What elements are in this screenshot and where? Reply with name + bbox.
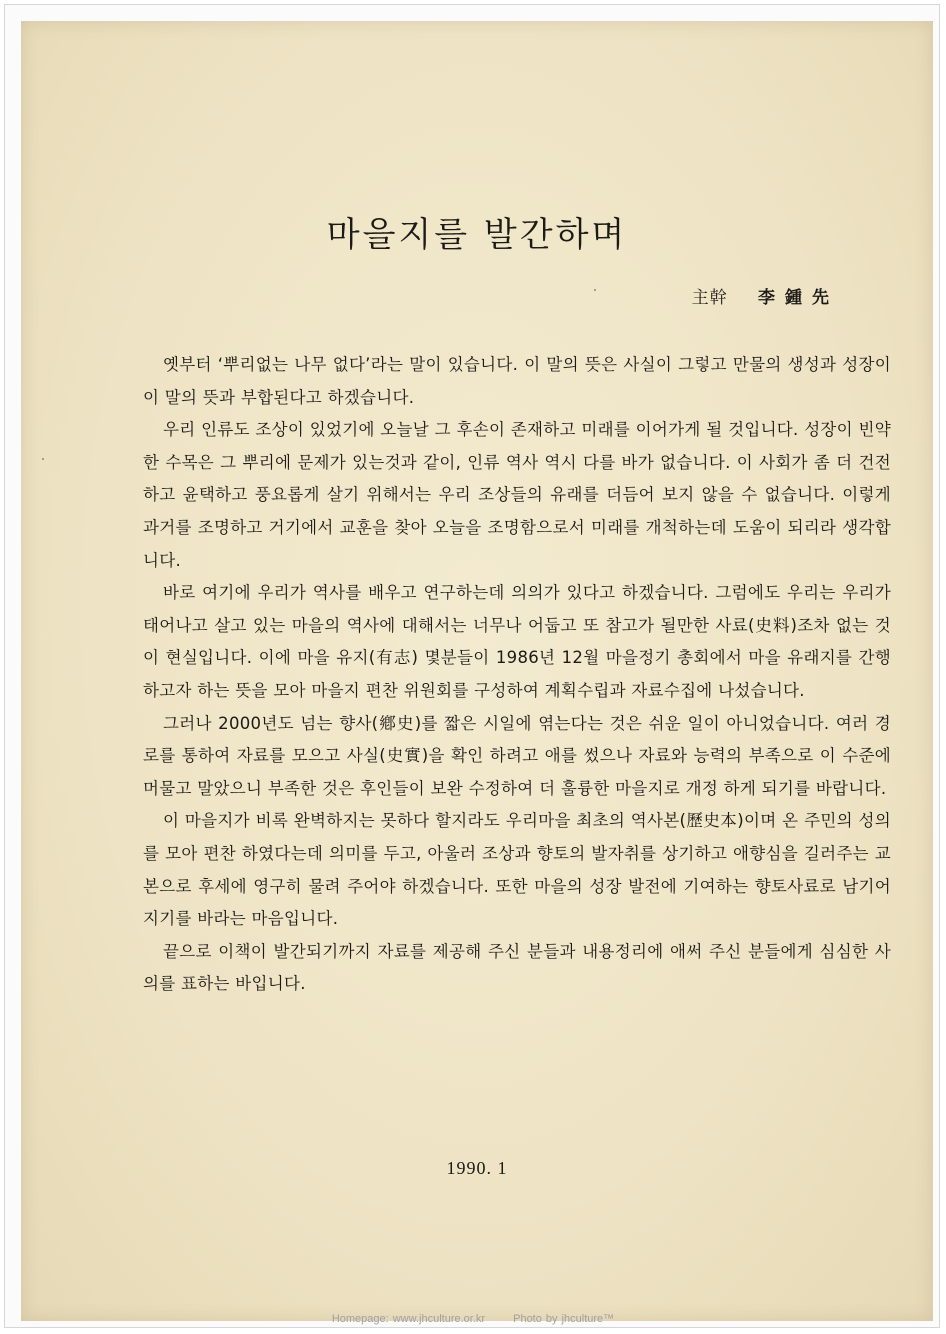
paper-speck (594, 289, 596, 291)
paragraph-4: 그러나 2000년도 넘는 향사(鄕史)를 짧은 시일에 엮는다는 것은 쉬운 일이 아니었습니다. 여러 경로를 통하여 자료를 모으고 사실(史實)을 확인 하려고 애를 썼으나 자료와 능력의 부족으로 이 수준에 머물고 말았으니 부족한 것은 후인들이 보완 수정하여 더 훌륭한 마을지로 개정 하게 되기를 바랍니다. (143, 713, 891, 798)
document-date: 1990. 1 (446, 1158, 508, 1178)
document-body (143, 349, 891, 1001)
author-role: 主幹 (691, 288, 728, 308)
paragraph-6: 끝으로 이책이 발간되기까지 자료를 제공해 주신 분들과 내용정리에 애써 주신 분들에게 심심한 사의를 표하는 바입니다. (143, 941, 891, 994)
paragraph-3: 바로 여기에 우리가 역사를 배우고 연구하는데 의의가 있다고 하겠습니다. 그럼에도 우리는 우리가 태어나고 살고 있는 마을의 역사에 대해서는 너무나 어둡고 또 참고가 될만한 사료(史料)조차 없는 것이 현실입니다. 이에 마을 유지(有志) 몇분들이 1986년 12월 마을정기 총회에서 마을 유래지를 간행 하고자 하는 뜻을 모아 마을지 편찬 위원회를 구성하여 계획수립과 자료수집에 나섰습니다. (143, 583, 891, 700)
paper-speck (42, 458, 44, 460)
author-line (692, 283, 839, 308)
photo-credit: Photo by jhculture™ (513, 1313, 615, 1325)
paragraph-1: 옛부터 ‘뿌리없는 나무 없다’라는 말이 있습니다. 이 말의 뜻은 사실이 그렇고 만물의 생성과 성장이 이 말의 뜻과 부합된다고 하겠습니다. (143, 355, 891, 407)
document-title: 마을지를 발간하며 (326, 215, 628, 255)
homepage-credit: Homepage: www.jhculture.or.kr (331, 1313, 486, 1325)
paragraph-5: 이 마을지가 비록 완벽하지는 못하다 할지라도 우리마을 최초의 역사본(歷史本)이며 온 주민의 성의를 모아 편찬 하였다는데 의미를 두고, 아울러 조상과 향토의 발자취를 상기하고 애향심을 길러주는 교본으로 후세에 영구히 물려 주어야 하겠습니다. 또한 마을의 성장 발전에 기여하는 향토사료로 남기어 지기를 바라는 마음입니다. (143, 811, 891, 929)
photo-credit-footer (0, 1313, 946, 1325)
author-name: 李鍾先 (758, 288, 839, 308)
paragraph-2: 우리 인류도 조상이 있었기에 오늘날 그 후손이 존재하고 미래를 이어가게 될 것입니다. 성장이 빈약한 수목은 그 뿌리에 문제가 있는것과 같이, 인류 역사 역시 다를 바가 없습니다. 이 사회가 좀 더 건전하고 윤택하고 풍요롭게 살기 위해서는 우리 조상들의 유래를 더듬어 보지 않을 수 없습니다. 이렇게 과거를 조명하고 거기에서 교훈을 찾아 오늘을 조명함으로서 미래를 개척하는데 도움이 되리라 생각합니다. (143, 420, 891, 570)
photo-frame (4, 4, 940, 1328)
document-page (21, 21, 933, 1321)
